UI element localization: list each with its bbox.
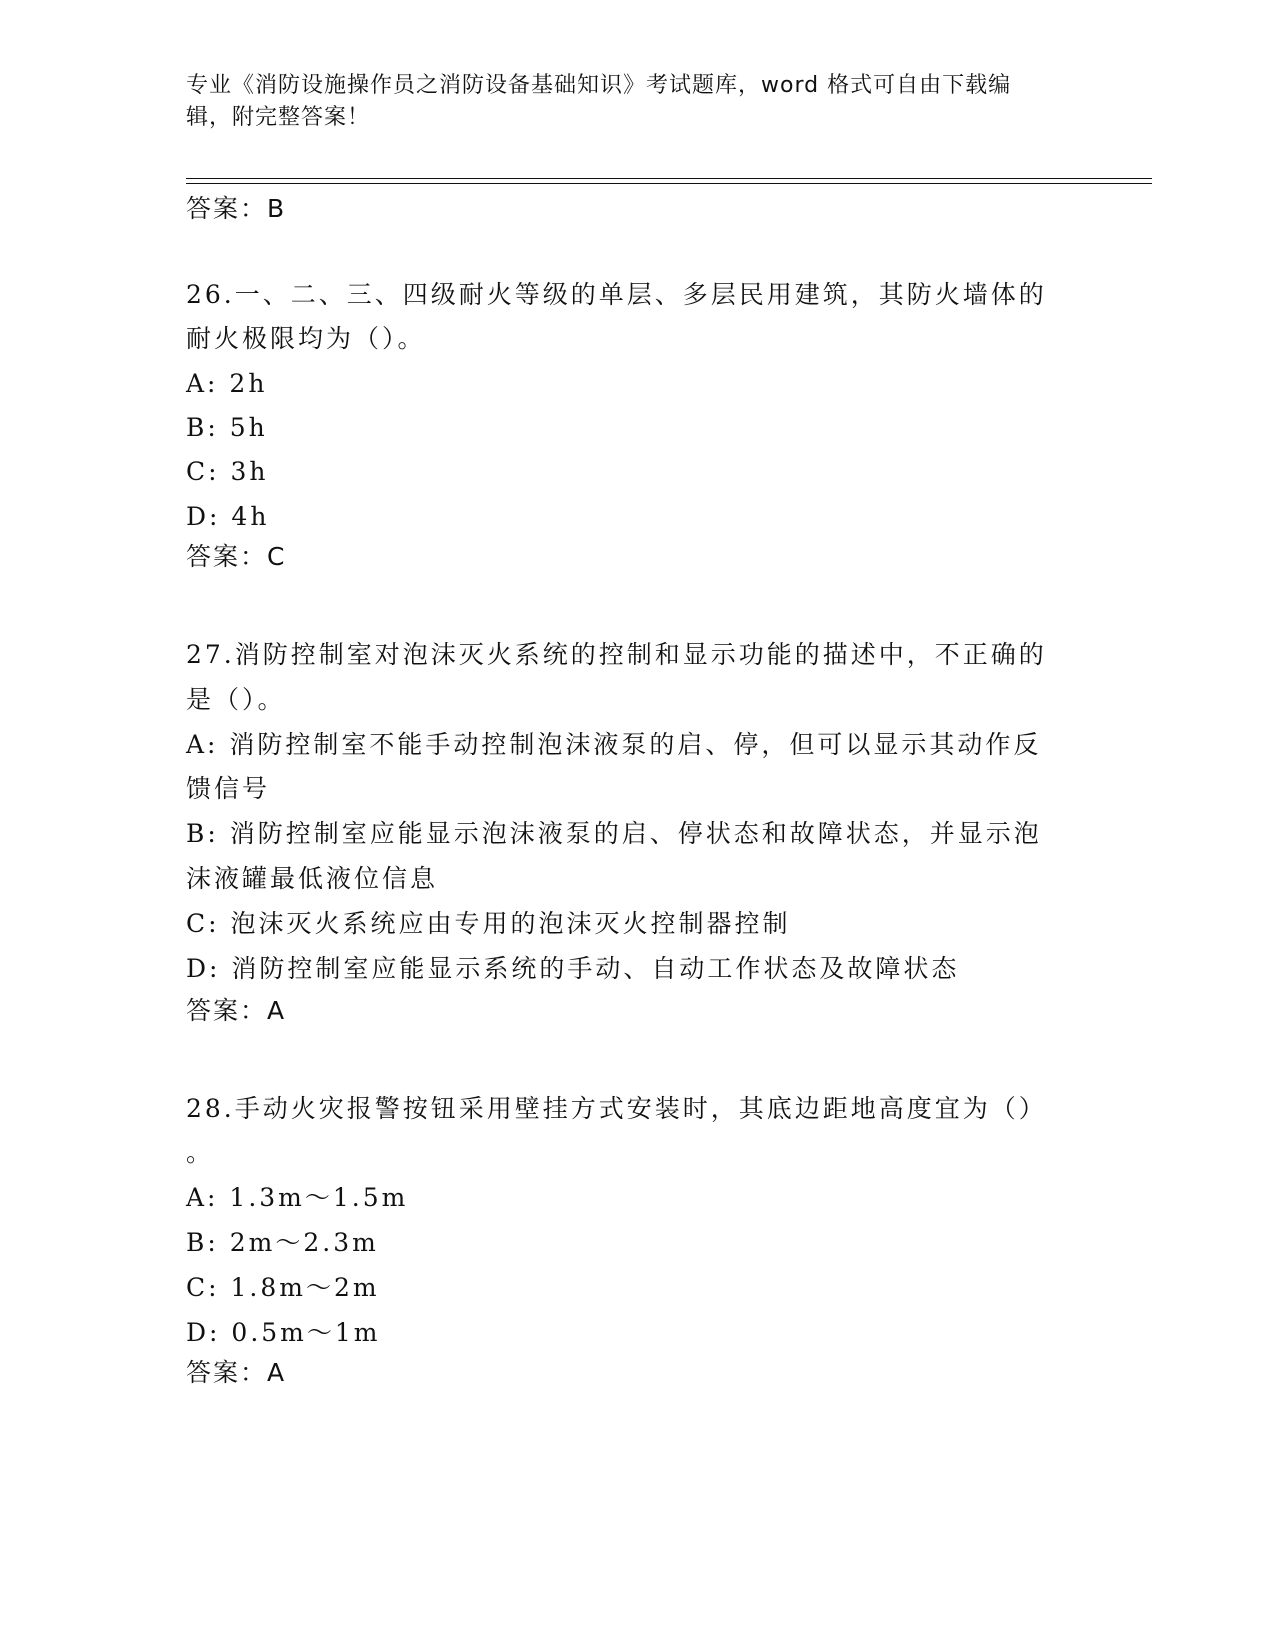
question-27-option-a-line-2: 馈信号 — [186, 774, 271, 803]
question-26-stem-line-1: 26.一、二、三、四级耐火等级的单层、多层民用建筑，其防火墙体的 — [186, 280, 1047, 309]
header-divider-top — [186, 178, 1152, 179]
question-27-option-d: D: 消防控制室应能显示系统的手动、自动工作状态及故障状态 — [186, 954, 960, 983]
question-28-option-d: D: 0.5m～1m — [186, 1318, 381, 1347]
question-28-stem-line-2: 。 — [186, 1138, 215, 1167]
question-26-option-a: A: 2h — [186, 369, 268, 398]
question-26-answer: 答案：C — [186, 542, 287, 571]
document-header — [186, 70, 1086, 134]
question-27-option-a-line-1: A: 消防控制室不能手动控制泡沫液泵的启、停，但可以显示其动作反 — [186, 730, 1042, 759]
question-28-option-c: C: 1.8m～2m — [186, 1273, 380, 1302]
header-divider-bottom — [186, 183, 1152, 184]
question-27-stem-line-2: 是（）。 — [186, 685, 286, 714]
question-26-option-c: C: 3h — [186, 457, 269, 486]
header-line-2: 辑，附完整答案！ — [186, 105, 371, 130]
question-26-stem-line-2: 耐火极限均为（）。 — [186, 324, 426, 353]
question-27-option-b-line-1: B: 消防控制室应能显示泡沫液泵的启、停状态和故障状态，并显示泡 — [186, 819, 1042, 848]
question-27-answer: 答案：A — [186, 996, 287, 1025]
header-line-1: 专业《消防设施操作员之消防设备基础知识》考试题库，word 格式可自由下载编 — [186, 73, 1012, 98]
question-26-option-d: D: 4h — [186, 502, 270, 531]
question-26-option-b: B: 5h — [186, 413, 268, 442]
question-27-option-b-line-2: 沫液罐最低液位信息 — [186, 864, 439, 893]
question-27-option-c: C: 泡沫灭火系统应由专用的泡沫灭火控制器控制 — [186, 909, 791, 938]
previous-answer: 答案：B — [186, 194, 287, 223]
question-27-stem-line-1: 27.消防控制室对泡沫灭火系统的控制和显示功能的描述中，不正确的 — [186, 640, 1047, 669]
question-28-option-a: A: 1.3m～1.5m — [186, 1183, 409, 1212]
question-28-stem-line-1: 28.手动火灾报警按钮采用壁挂方式安装时，其底边距地高度宜为（） — [186, 1094, 1047, 1123]
question-28-option-b: B: 2m～2.3m — [186, 1228, 379, 1257]
question-28-answer: 答案：A — [186, 1358, 287, 1387]
